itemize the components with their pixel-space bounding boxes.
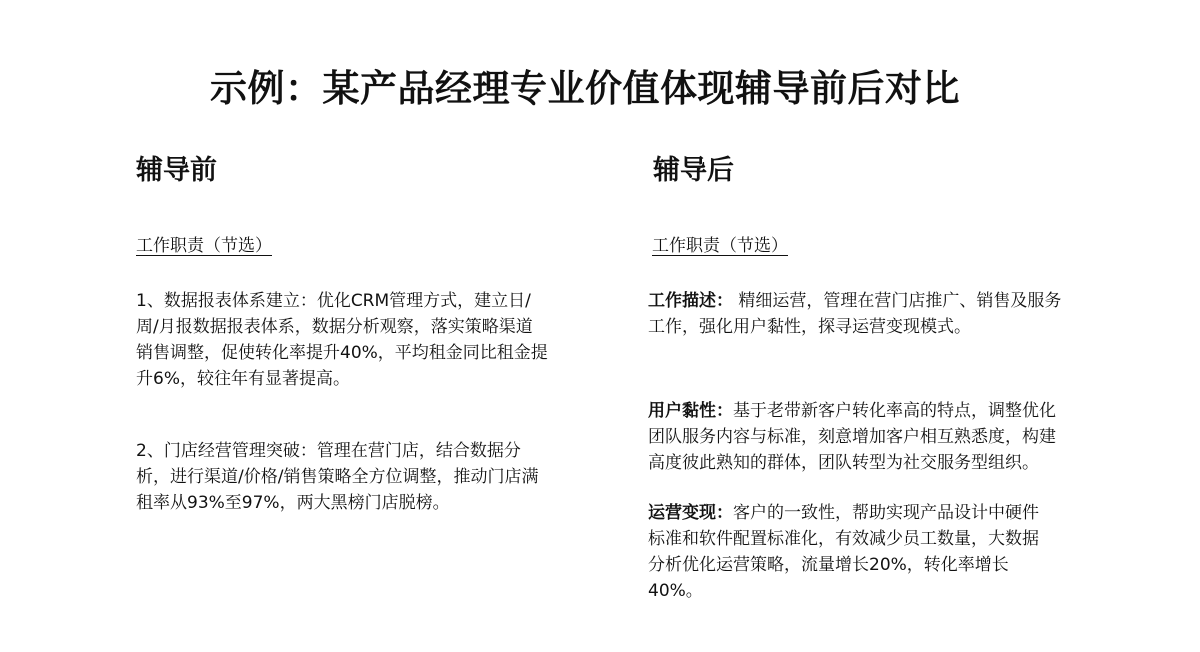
after-item-user-stickiness [648,398,1068,476]
after-item-lead: 运营变现： [648,503,733,523]
after-item-text: 客户的一致性，帮助实现产品设计中硬件标准和软件配置标准化，有效减少员工数量，大数据分析优化运营策略，流量增长20%，转化率增长40%。 [648,503,1039,601]
after-section-label: 工作职责（节选） [652,236,788,256]
after-item-text: 基于老带新客户转化率高的特点，调整优化团队服务内容与标准，刻意增加客户相互熟悉度，构建高度彼此熟知的群体，团队转型为社交服务型组织。 [648,401,1056,473]
before-item: 2、门店经营管理突破：管理在营门店，结合数据分析，进行渠道/价格/销售策略全方位调整，推动门店满租率从93%至97%，两大黑榜门店脱榜。 [136,441,539,513]
after-item-lead: 用户黏性： [648,401,733,421]
before-section-label: 工作职责（节选） [136,236,272,256]
after-item-text: 精细运营，管理在营门店推广、销售及服务工作，强化用户黏性，探寻运营变现模式。 [648,291,1062,337]
after-item-work-description [648,288,1068,340]
slide-title: 示例：某产品经理专业价值体现辅导前后对比 [210,67,960,110]
before-heading: 辅导前 [136,155,217,186]
after-item-lead: 工作描述： [648,291,733,311]
after-heading: 辅导后 [653,155,734,186]
after-item-monetization [648,500,1042,604]
before-item: 1、数据报表体系建立：优化CRM管理方式，建立日/周/月报数据报表体系，数据分析观察，落实策略渠道销售调整，促使转化率提升40%，平均租金同比租金提升6%，较往年有显著提高。 [136,291,548,389]
